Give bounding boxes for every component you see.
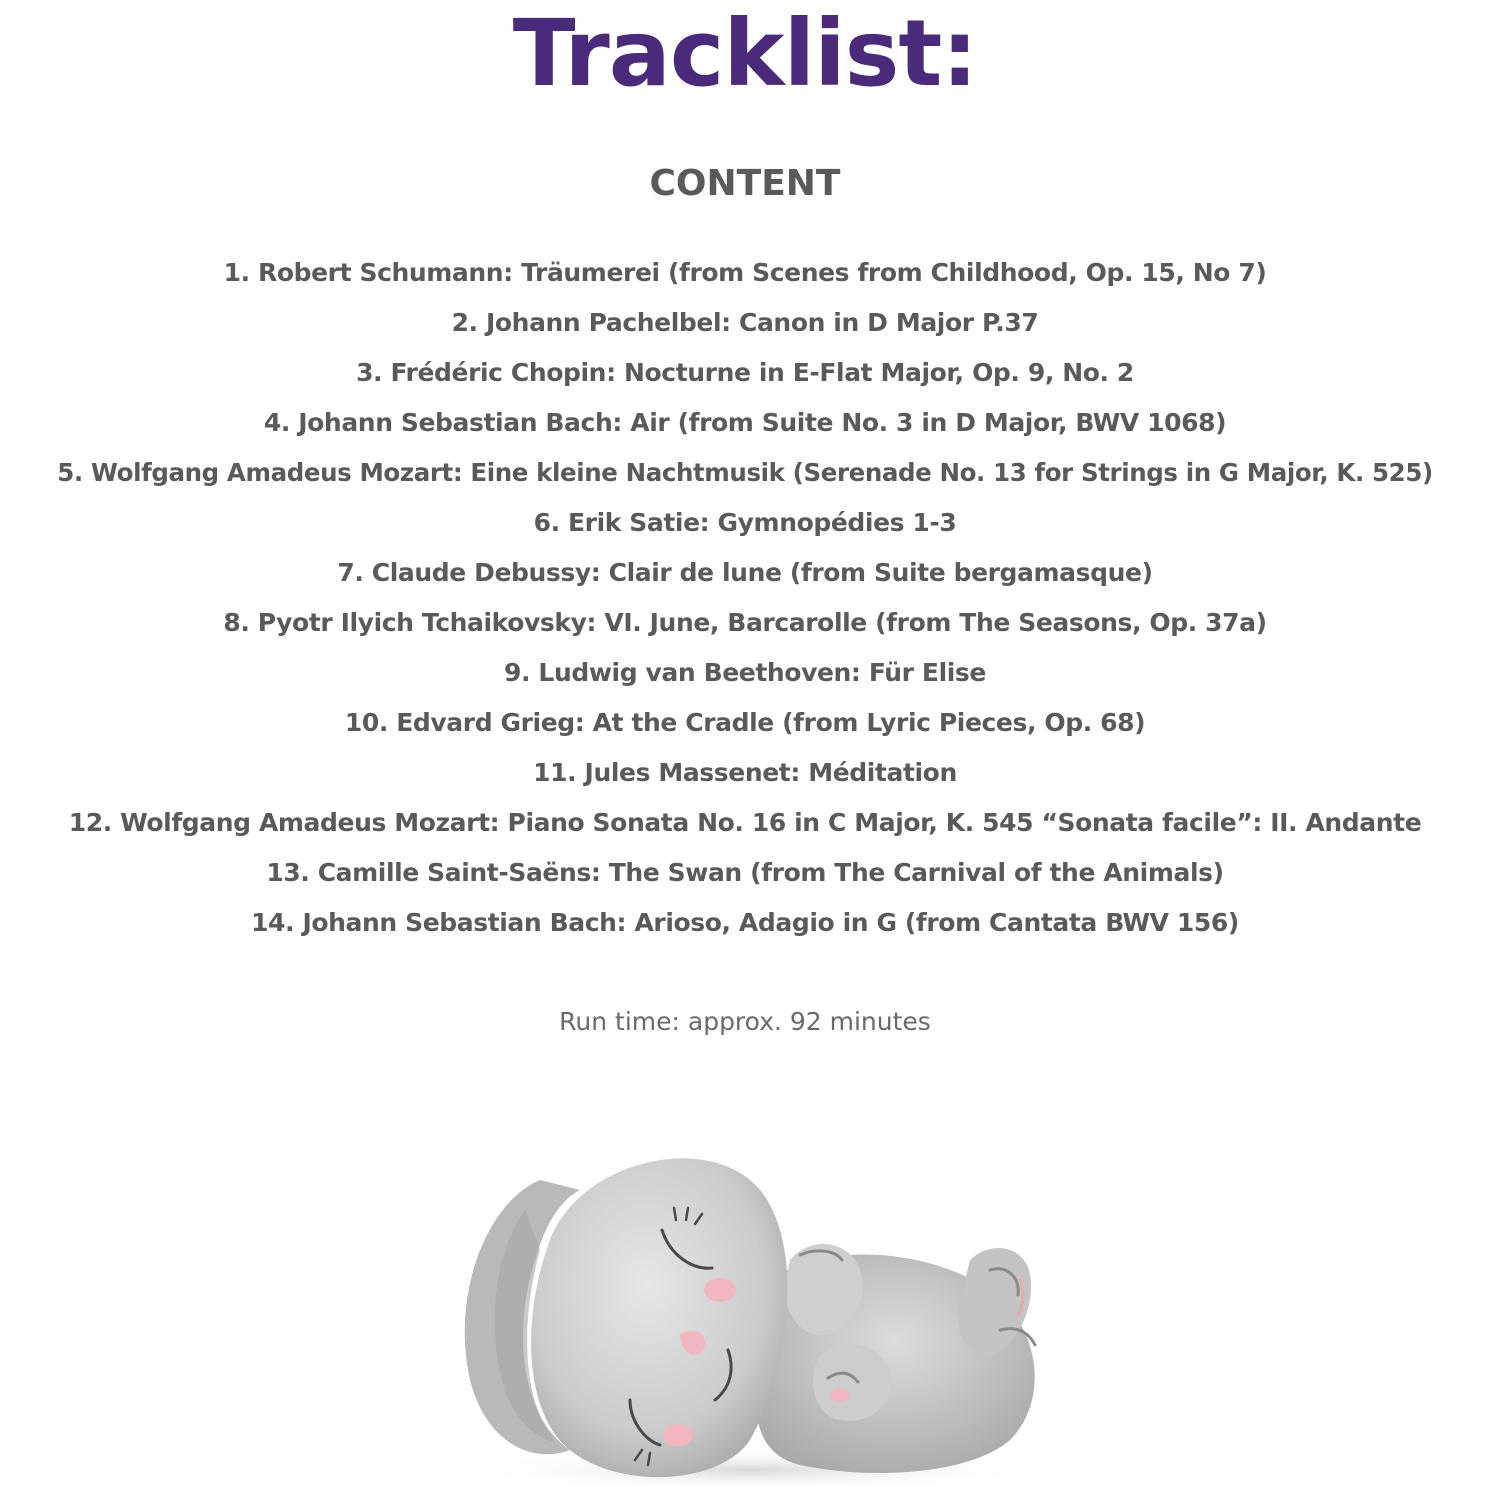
track-item: 12. Wolfgang Amadeus Mozart: Piano Sonata No. 16 in C Major, K. 545 “Sonata facile”: II. Andante [68, 808, 1422, 837]
track-item: 2. Johann Pachelbel: Canon in D Major P.37 [451, 308, 1039, 337]
track-item: 4. Johann Sebastian Bach: Air (from Suite No. 3 in D Major, BWV 1068) [263, 408, 1227, 437]
track-item: 9. Ludwig van Beethoven: Für Elise [504, 658, 986, 687]
track-item: 7. Claude Debussy: Clair de lune (from Suite bergamasque) [337, 558, 1153, 587]
track-item: 14. Johann Sebastian Bach: Arioso, Adagio in G (from Cantata BWV 156) [251, 908, 1239, 937]
track-item: 6. Erik Satie: Gymnopédies 1-3 [533, 508, 957, 537]
track-item: 8. Pyotr Ilyich Tchaikovsky: VI. June, Barcarolle (from The Seasons, Op. 37a) [223, 608, 1267, 637]
track-item: 11. Jules Massenet: Méditation [533, 758, 957, 787]
track-item: 13. Camille Saint-Saëns: The Swan (from The Carnival of the Animals) [266, 858, 1224, 887]
track-item: 3. Frédéric Chopin: Nocturne in E-Flat Major, Op. 9, No. 2 [356, 358, 1134, 387]
track-list [0, 248, 1490, 948]
tracklist-title: Tracklist: [512, 0, 978, 107]
sleeping-bunny-figurine [430, 1120, 1070, 1490]
track-item: 5. Wolfgang Amadeus Mozart: Eine kleine Nachtmusik (Serenade No. 13 for Strings in G Major, K. 525) [57, 458, 1433, 487]
track-item: 10. Edvard Grieg: At the Cradle (from Lyric Pieces, Op. 68) [344, 708, 1146, 737]
content-heading: CONTENT [649, 163, 841, 204]
run-time: Run time: approx. 92 minutes [559, 1007, 931, 1036]
sleeping-bunny-icon [430, 1120, 1070, 1490]
track-item: 1. Robert Schumann: Träumerei (from Scenes from Childhood, Op. 15, No 7) [223, 258, 1267, 287]
